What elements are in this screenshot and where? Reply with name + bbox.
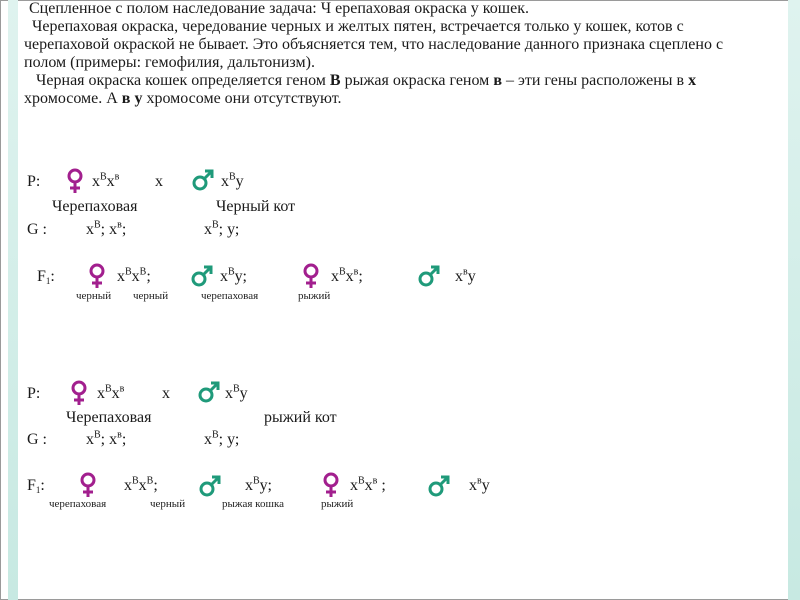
female-symbol-icon <box>86 263 108 289</box>
female-symbol-icon <box>300 263 322 289</box>
cross1-g-label: G : <box>27 221 47 238</box>
cross2-mother-phenotype: Черепаховая <box>66 409 152 426</box>
cross2-offspring-3: $х^Bх^в$ ; <box>350 475 386 494</box>
cross2-phenotype-label-4: рыжий <box>321 498 354 510</box>
y-chromosome: в у <box>121 90 143 107</box>
cross1-father-genotype: $х^Bу$ <box>221 171 244 190</box>
para2-text-d: хромосоме. А <box>24 90 122 107</box>
cross1-g-mother: $х^B$; $х^в$; <box>86 219 127 238</box>
x-chromosome: х <box>688 72 697 89</box>
cross1-cross-sign: х <box>155 173 163 190</box>
cross1-father-phenotype: Черный кот <box>216 198 296 215</box>
male-symbol-icon <box>197 380 221 404</box>
cross1-offspring-3: $х^Bх^в$; <box>331 266 363 285</box>
slide-title: Сцепленное с полом наследование задача: Ч ерепаховая окраска у кошек. <box>29 0 529 17</box>
cross1-g-father: $х^B$; у; <box>204 219 240 238</box>
cross2-mother-genotype: $х^Bх^в$ <box>97 383 125 402</box>
cross1-phenotype-label-4: рыжий <box>298 290 331 302</box>
female-symbol-icon <box>320 472 342 498</box>
gene-b-lower: в <box>493 72 502 89</box>
cross2-p-label: P: <box>27 385 41 402</box>
cross1-p-label: P: <box>27 173 41 190</box>
cross2-g-label: G : <box>27 431 47 448</box>
cross2-g-father: $х^B$; у; <box>204 429 240 448</box>
para2-text-c: – эти гены расположены в <box>501 72 689 89</box>
male-symbol-icon <box>417 264 441 288</box>
right-decorative-bar <box>788 0 800 600</box>
intro-text <box>24 0 764 108</box>
male-symbol-icon <box>427 474 451 498</box>
cross1-offspring-1: $х^Bх^B$; <box>117 266 151 285</box>
cross2-cross-sign: х <box>162 385 170 402</box>
cross2-g-mother: $х^B$; $х^в$; <box>86 429 127 448</box>
female-symbol-icon <box>64 168 86 194</box>
gene-b-upper: B <box>329 72 341 89</box>
cross1-f1-label: F1: <box>37 268 55 286</box>
cross1-mother-genotype: $х^Bх^в$ <box>92 171 120 190</box>
cross2-phenotype-label-3: рыжая кошка <box>222 498 284 510</box>
left-decorative-bar <box>8 0 18 600</box>
cross1-phenotype-label-3: черепаховая <box>201 290 259 302</box>
cross2-offspring-4: $х^ву$ <box>469 475 490 494</box>
female-symbol-icon <box>68 380 90 406</box>
para2-text-a: Черная окраска кошек определяется геном <box>36 72 330 89</box>
male-symbol-icon <box>191 168 215 192</box>
cross1-mother-phenotype: Черепаховая <box>52 198 138 215</box>
cross2-father-phenotype: рыжий кот <box>264 409 337 426</box>
cross1-offspring-4: $х^ву$ <box>455 266 476 285</box>
cross2-f1-label: F1: <box>27 477 45 495</box>
male-symbol-icon <box>190 264 214 288</box>
cross1-phenotype-label-2: черный <box>133 290 169 302</box>
cross2-phenotype-label-2: черный <box>150 498 186 510</box>
para2-text-e: хромосоме они отсутствуют. <box>142 90 342 107</box>
intro-paragraph-2 <box>24 72 764 108</box>
female-symbol-icon <box>77 472 99 498</box>
intro-paragraph-1: Черепаховая окраска, чередование черных и желтых пятен, встречается только у кошек, котов с черепаховой окраской не бывает. Это объясняется тем, что наследование данного признака сцеплено с полом (примеры: гемофилия, дальтонизм). <box>24 18 724 71</box>
cross1-phenotype-label-1: черный <box>76 290 112 302</box>
male-symbol-icon <box>198 474 222 498</box>
cross2-father-genotype: $х^Bу$ <box>225 383 248 402</box>
cross2-phenotype-label-1: черепаховая <box>49 498 107 510</box>
cross2-offspring-2: $х^Bу$; <box>245 475 272 494</box>
cross1-offspring-2: $х^Bу$; <box>220 266 247 285</box>
cross2-offspring-1: $х^Bх^B$; <box>124 475 158 494</box>
para2-text-b: рыжая окраска геном <box>340 72 494 89</box>
